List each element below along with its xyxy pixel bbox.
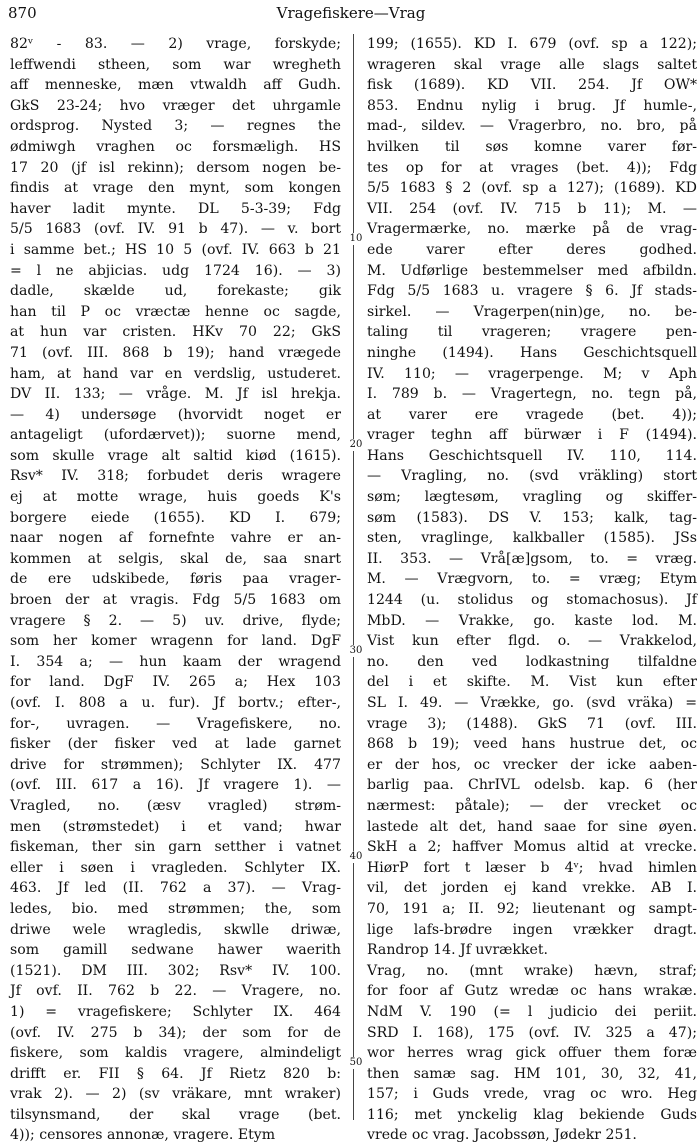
line-number-30: 30 bbox=[347, 645, 365, 657]
text-line: 463. Jf led (II. 762 a 37). — Vrag- bbox=[10, 880, 341, 897]
text-line: er der hos, oc vrecker der icke aaben- bbox=[367, 756, 697, 773]
text-line: nærmest: påtale); — der vrecket oc bbox=[367, 797, 697, 814]
text-line: barlig paa. ChrIVL odelsb. kap. 6 (her bbox=[367, 777, 697, 794]
page-number: 870 bbox=[8, 4, 37, 22]
left-column bbox=[10, 34, 341, 1144]
text-line: sten, vraglinge, kalkballer (1585). JSs bbox=[367, 530, 697, 547]
text-line: SRD I. 168), 175 (ovf. IV. 325 a 47); bbox=[367, 1024, 697, 1041]
text-line: ham, at hand var en verdslig, ustuderet. bbox=[10, 365, 341, 382]
text-line: vrage 3); (1488). GkS 71 (ovf. III. bbox=[367, 715, 697, 732]
text-line: = l ne abjicias. udg 1724 16). — 3) bbox=[10, 262, 341, 279]
text-line: for-, uvragen. — Vragefiskere, no. bbox=[10, 715, 341, 732]
text-line: wrageren skal vrage alle slags saltet bbox=[367, 56, 697, 73]
text-line: 853. Endnu nylig i brug. Jf humle-, bbox=[367, 97, 697, 114]
text-line: at varer ere vragede (bet. 4)); bbox=[367, 406, 697, 423]
text-line: driwe wele wragledis, skwlle driwæ, bbox=[10, 921, 341, 938]
text-line: som her komer wragenn for land. DgF bbox=[10, 633, 341, 650]
line-number-10: 10 bbox=[347, 233, 365, 245]
text-line: del i et skifte. M. Vist kun efter bbox=[367, 674, 697, 691]
text-line: ledes, bio. med strømmen; the, som bbox=[10, 900, 341, 917]
text-line: mad-, sildev. — Vragerbro, no. bro, på bbox=[367, 118, 697, 135]
text-line: antageligt (ufordærvet)); suorne mend, bbox=[10, 427, 341, 444]
text-line: DV II. 133; — vråge. M. Jf isl hrekja. bbox=[10, 386, 341, 403]
text-line: Vist kun efter flgd. o. — Vrakkelod, bbox=[367, 633, 697, 650]
text-line: aff menneske, mæn vtwaldh aff Gudh. bbox=[10, 77, 341, 94]
line-number-20: 20 bbox=[347, 439, 365, 451]
text-line: MbD. — Vrakke, go. kaste lod. M. bbox=[367, 612, 697, 629]
text-line: ordsprog. Nysted 3; — regnes the bbox=[10, 118, 341, 135]
text-line: vragere § 2. — 5) uv. drive, flyde; bbox=[10, 612, 341, 629]
text-line: findis at vrage den mynt, som kongen bbox=[10, 180, 341, 197]
text-line: kommen at selgis, skal de, saa snart bbox=[10, 550, 341, 567]
line-number-40: 40 bbox=[347, 851, 365, 863]
text-line: — Vragling, no. (svd vräkling) stort bbox=[367, 468, 697, 485]
text-line: Rsv* IV. 318; forbudet deris wragere bbox=[10, 468, 341, 485]
text-line: (1521). DM III. 302; Rsv* IV. 100. bbox=[10, 962, 341, 979]
text-line: ede varer efter deres godhed. bbox=[367, 241, 697, 258]
text-line: (ovf. I. 808 a u. fur). Jf bortv.; efter-, bbox=[10, 695, 341, 711]
text-line: 70, 191 a; II. 92; lieutenant og sampt- bbox=[367, 900, 697, 917]
text-line: wor herres wrag gick offuer them foræ bbox=[367, 1045, 697, 1062]
text-line: tilsynsmand, der skal vrage (bet. bbox=[10, 1106, 341, 1123]
text-line: 5/5 1683 § 2 (ovf. sp a 127); (1689). KD bbox=[367, 180, 697, 197]
text-line: fiskeman, ther sin garn setther i vatnet bbox=[10, 839, 341, 856]
text-line: søm; lægtesøm, vragling og skiffer- bbox=[367, 489, 697, 506]
text-line: Jf ovf. II. 762 b 22. — Vragere, no. bbox=[10, 983, 341, 1000]
text-line: fisker (der fisker ved at lade garnet bbox=[10, 736, 341, 753]
text-line: vrager teghn aff bürwær i F (1494). bbox=[367, 427, 697, 444]
text-line: II. 353. — Vrå[æ]gsom, to. = vræg. bbox=[367, 550, 697, 567]
text-line: SL I. 49. — Vrække, go. (svd vräka) = bbox=[367, 695, 697, 711]
text-line: naar nogen af fornefnte vahre er an- bbox=[10, 530, 341, 547]
text-line: NdM V. 190 (= l judicio dei periit. bbox=[367, 1003, 697, 1020]
text-line: VII. 254 (ovf. IV. 715 b 11); M. — bbox=[367, 200, 697, 217]
text-line: HiørP fort t læser b 4ᵛ; hvad himlen bbox=[367, 859, 697, 876]
text-line: (ovf. IV. 275 b 34); der som for de bbox=[10, 1024, 341, 1041]
text-line: 199; (1655). KD I. 679 (ovf. sp a 122); bbox=[367, 36, 697, 52]
running-head: Vragefiskere—Vrag bbox=[276, 4, 426, 22]
text-line: 17 20 (jf isl rekinn); dersom nogen be- bbox=[10, 159, 341, 176]
text-line: Vragermærke, no. mærke på de vrag- bbox=[367, 221, 697, 238]
text-line: Randrop 14. Jf uvrækket. bbox=[367, 942, 548, 959]
text-line: drive for strømmen); Schlyter IX. 477 bbox=[10, 756, 341, 773]
text-line: IV. 110; — vragerpenge. M; v Aph bbox=[367, 365, 697, 382]
text-line: Vragled, no. (æsv vragled) strøm- bbox=[10, 797, 341, 814]
text-line: i samme bet.; HS 10 5 (ovf. IV. 663 b 21 bbox=[10, 241, 341, 258]
text-line: SkH a 2; haffver Momus altid at vrecke. bbox=[367, 839, 697, 856]
text-line: Hans Geschichtsquell IV. 110, 114. bbox=[367, 447, 697, 464]
text-line: Vrag, no. (mnt wrake) hævn, straf; bbox=[367, 962, 697, 979]
text-line: men (strømstedet) i et vand; hwar bbox=[10, 818, 341, 835]
text-line: for land. DgF IV. 265 a; Hex 103 bbox=[10, 674, 341, 691]
text-line: drifft er. FII § 64. Jf Rietz 820 b: bbox=[10, 1065, 341, 1082]
text-line: fisk (1689). KD VII. 254. Jf OW* bbox=[367, 77, 697, 94]
text-line: taling til vrageren; vragere pen- bbox=[367, 324, 697, 341]
text-line: tes op for at vrages (bet. 4)); Fdg bbox=[367, 159, 697, 176]
text-line: lige lafs-brødre ingen vrækker dragt. bbox=[367, 921, 697, 938]
page-header bbox=[8, 4, 694, 26]
text-line: (ovf. III. 617 a 16). Jf vragere 1). — bbox=[10, 777, 341, 794]
text-line: hvilken til søs komne varer før- bbox=[367, 138, 697, 155]
text-line: I. 789 b. — Vragertegn, no. tegn på, bbox=[367, 386, 697, 403]
text-line: haver ladit mynte. DL 5-3-39; Fdg bbox=[10, 200, 341, 217]
text-line: eller i søen i vragleden. Schlyter IX. bbox=[10, 859, 341, 876]
text-line: dadle, skælde ud, forekaste; gik bbox=[10, 283, 341, 300]
text-line: vrede oc vrag. Jacobssøn, Jødekr 251. bbox=[367, 1127, 637, 1144]
text-line: ninghe (1494). Hans Geschichtsquell bbox=[367, 344, 697, 361]
line-number-50: 50 bbox=[347, 1057, 365, 1069]
text-line: 868 b 19); veed hans hustrue det, oc bbox=[367, 736, 697, 753]
text-line: Fdg 5/5 1683 u. vragere § 6. Jf stads- bbox=[367, 283, 697, 300]
text-line: for foor af Gutz wredæ oc hans wrakæ. bbox=[367, 983, 697, 1000]
text-line: lastede alt det, hand saae for sine øyen. bbox=[367, 818, 697, 835]
text-line: de ere udskibede, føris paa vrager- bbox=[10, 571, 341, 588]
text-line: no. den ved lodkastning tilfaldne bbox=[367, 653, 697, 670]
text-line: ødmiwgh vraghen oc forsmæligh. HS bbox=[10, 138, 341, 155]
text-line: søm (1583). DS V. 153; kalk, tag- bbox=[367, 509, 697, 526]
text-line: — 4) undersøge (hvorvidt noget er bbox=[10, 406, 341, 423]
text-line: som gamill sedwane hawer waerith bbox=[10, 942, 341, 959]
text-line: 1244 (u. stolidus og stomachosus). Jf bbox=[367, 592, 697, 609]
column-divider bbox=[353, 34, 354, 1120]
text-line: 4)); censores annonæ, vragere. Etym bbox=[10, 1127, 276, 1144]
text-line: M. Udførlige bestemmelser med afbildn. bbox=[367, 262, 697, 279]
text-line: 82ᵛ - 83. — 2) vrage, forskyde; bbox=[10, 36, 341, 52]
text-line: 5/5 1683 (ovf. IV. 91 b 47). — v. bort bbox=[10, 221, 341, 238]
text-line: han til P oc vræctæ henne oc sagde, bbox=[10, 303, 341, 320]
text-line: I. 354 a; — hun kaam der wragend bbox=[10, 653, 341, 670]
text-line: borgere eiede (1655). KD I. 679; bbox=[10, 509, 341, 526]
text-line: ej at motte wrage, huis goeds K's bbox=[10, 489, 341, 506]
text-line: vrak 2). — 2) (sv vräkare, mnt wraker) bbox=[10, 1086, 341, 1103]
text-line: broen der at vragis. Fdg 5/5 1683 om bbox=[10, 592, 341, 609]
text-line: 116; met ynckelig klag bekiende Guds bbox=[367, 1106, 697, 1123]
text-line: at hun var cristen. HKv 70 22; GkS bbox=[10, 324, 341, 341]
text-line: 1) = vragefiskere; Schlyter IX. 464 bbox=[10, 1003, 341, 1020]
text-line: M. — Vrægvorn, to. = vræg; Etym bbox=[367, 571, 697, 588]
text-line: 157; i Guds vrede, vrag oc wro. Heg bbox=[367, 1086, 697, 1103]
text-line: vil, det jorden ej kand vrekke. AB I. bbox=[367, 880, 697, 897]
text-line: fiskere, som kaldis vragere, almindeligt bbox=[10, 1045, 341, 1062]
text-line: GkS 23-24; hvo vræger det uhrgamle bbox=[10, 97, 341, 114]
right-column bbox=[367, 34, 697, 1144]
text-line: som skulle vrage alt saltid kiød (1615). bbox=[10, 447, 341, 464]
text-line: leffwendi stheen, som war wregheth bbox=[10, 56, 341, 73]
text-line: sirkel. — Vragerpen(nin)ge, no. be- bbox=[367, 303, 697, 320]
text-line: then samæ sag. HM 101, 30, 32, 41, bbox=[367, 1065, 697, 1082]
text-line: 71 (ovf. III. 868 b 19); hand vrægede bbox=[10, 344, 341, 361]
